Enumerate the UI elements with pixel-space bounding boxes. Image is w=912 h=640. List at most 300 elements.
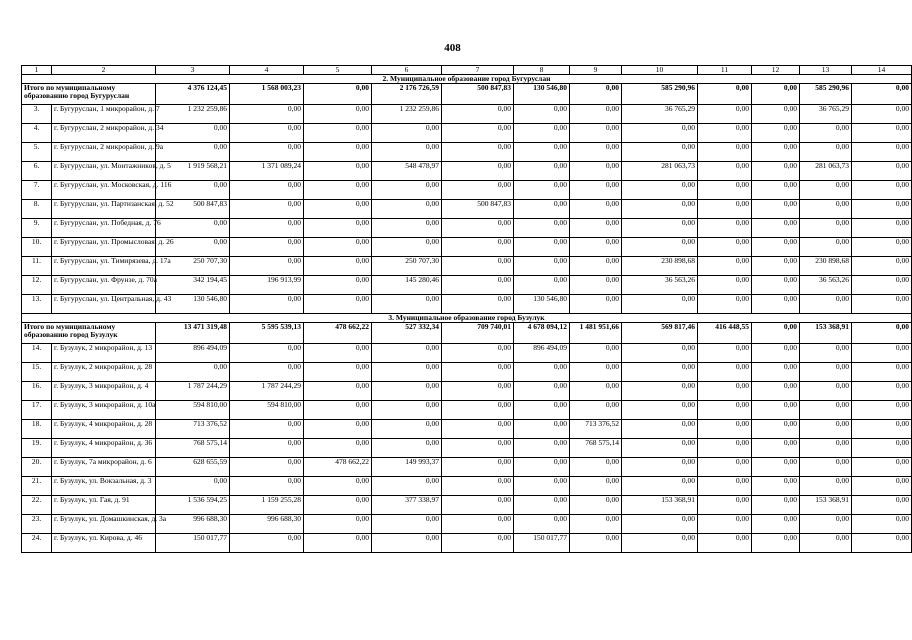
amount-cell: 36 765,29 [800,105,852,124]
amount-cell: 0,00 [570,458,622,477]
amount-cell: 0,00 [304,439,372,458]
amount-cell: 0,00 [304,162,372,181]
total-row [22,84,912,105]
address-cell: г. Бузулук, ул. Вокзальная, д. 3 [52,477,156,496]
amount-cell: 0,00 [852,401,912,420]
amount-cell: 0,00 [752,477,800,496]
row-number: 7. [22,181,52,200]
table-row [22,363,912,382]
table-body [22,75,912,553]
amount-cell: 0,00 [852,162,912,181]
amount-cell: 1 371 089,24 [230,162,304,181]
amount-cell: 0,00 [622,295,698,314]
amount-cell: 0,00 [698,420,752,439]
column-header: 14 [852,66,912,75]
amount-cell: 0,00 [514,439,570,458]
total-value: 0,00 [752,323,800,344]
amount-cell: 0,00 [442,276,514,295]
total-value: 4 376 124,45 [156,84,230,105]
amount-cell: 0,00 [852,363,912,382]
total-value: 500 847,83 [442,84,514,105]
total-value: 569 817,46 [622,323,698,344]
amount-cell: 0,00 [304,257,372,276]
amount-cell: 0,00 [442,238,514,257]
total-value: 5 595 539,13 [230,323,304,344]
amount-cell: 0,00 [570,219,622,238]
amount-cell: 0,00 [570,162,622,181]
amount-cell: 0,00 [800,401,852,420]
amount-cell: 0,00 [372,200,442,219]
amount-cell: 0,00 [230,181,304,200]
amount-cell: 0,00 [570,238,622,257]
table-row [22,439,912,458]
amount-cell: 36 563,26 [800,276,852,295]
table-row [22,401,912,420]
amount-cell: 0,00 [514,276,570,295]
amount-cell: 0,00 [570,401,622,420]
address-cell: г. Бузулук, ул. Домашкинская, д. 3а [52,515,156,534]
total-value: 585 290,96 [800,84,852,105]
column-header: 4 [230,66,304,75]
amount-cell: 0,00 [852,124,912,143]
table-row [22,515,912,534]
amount-cell: 0,00 [800,344,852,363]
row-number: 16. [22,382,52,401]
amount-cell: 0,00 [514,181,570,200]
amount-cell: 0,00 [230,105,304,124]
amount-cell: 342 194,45 [156,276,230,295]
amount-cell: 0,00 [622,143,698,162]
amount-cell: 0,00 [304,534,372,553]
amount-cell: 0,00 [156,143,230,162]
amount-cell: 0,00 [622,200,698,219]
amount-cell: 0,00 [622,181,698,200]
row-number: 13. [22,295,52,314]
section-title: 2. Муниципальное образование город Бугуруслан [22,75,912,84]
amount-cell: 0,00 [230,200,304,219]
amount-cell: 0,00 [230,143,304,162]
amount-cell: 0,00 [800,420,852,439]
amount-cell: 0,00 [230,344,304,363]
amount-cell: 0,00 [514,515,570,534]
amount-cell: 250 707,30 [156,257,230,276]
amount-cell: 0,00 [372,219,442,238]
amount-cell: 713 376,52 [156,420,230,439]
row-number: 5. [22,143,52,162]
total-value: 1 481 951,66 [570,323,622,344]
row-number: 17. [22,401,52,420]
amount-cell: 0,00 [514,124,570,143]
amount-cell: 0,00 [442,477,514,496]
amount-cell: 1 159 255,28 [230,496,304,515]
column-header: 2 [52,66,156,75]
address-cell: г. Бузулук, 7а микрорайон, д. 6 [52,458,156,477]
amount-cell: 0,00 [304,515,372,534]
amount-cell: 0,00 [372,181,442,200]
amount-cell: 0,00 [514,200,570,219]
amount-cell: 0,00 [622,124,698,143]
address-cell: г. Бугуруслан, ул. Партизанская, д. 52 [52,200,156,219]
amount-cell: 0,00 [442,439,514,458]
total-value: 130 546,80 [514,84,570,105]
amount-cell: 0,00 [304,124,372,143]
amount-cell: 36 563,26 [622,276,698,295]
amount-cell: 0,00 [698,344,752,363]
amount-cell: 145 280,46 [372,276,442,295]
amount-cell: 0,00 [304,420,372,439]
amount-cell: 0,00 [156,219,230,238]
amount-cell: 0,00 [304,181,372,200]
amount-cell: 0,00 [570,181,622,200]
amount-cell: 0,00 [304,219,372,238]
amount-cell: 0,00 [570,105,622,124]
amount-cell: 0,00 [622,401,698,420]
amount-cell: 0,00 [852,276,912,295]
amount-cell: 0,00 [156,238,230,257]
amount-cell: 0,00 [230,124,304,143]
amount-cell: 0,00 [156,477,230,496]
amount-cell: 0,00 [570,344,622,363]
amount-cell: 0,00 [442,257,514,276]
amount-cell: 0,00 [622,534,698,553]
amount-cell: 0,00 [752,295,800,314]
amount-cell: 0,00 [752,162,800,181]
amount-cell: 153 368,91 [800,496,852,515]
amount-cell: 0,00 [442,458,514,477]
address-cell: г. Бугуруслан, ул. Фрунзе, д. 70а [52,276,156,295]
amount-cell: 0,00 [752,534,800,553]
amount-cell: 0,00 [372,295,442,314]
amount-cell: 0,00 [514,238,570,257]
amount-cell: 0,00 [230,219,304,238]
table-row [22,276,912,295]
address-cell: г. Бугуруслан, ул. Промысловая, д. 26 [52,238,156,257]
table-row [22,200,912,219]
amount-cell: 0,00 [752,515,800,534]
amount-cell: 0,00 [752,363,800,382]
row-number: 4. [22,124,52,143]
amount-cell: 0,00 [852,382,912,401]
amount-cell: 594 810,00 [230,401,304,420]
column-header: 8 [514,66,570,75]
amount-cell: 0,00 [698,363,752,382]
amount-cell: 0,00 [698,143,752,162]
amount-cell: 0,00 [570,496,622,515]
amount-cell: 0,00 [698,162,752,181]
amount-cell: 0,00 [570,534,622,553]
budget-table [21,65,912,553]
total-value: 0,00 [852,84,912,105]
amount-cell: 0,00 [698,295,752,314]
amount-cell: 0,00 [852,181,912,200]
amount-cell: 0,00 [442,363,514,382]
row-number: 11. [22,257,52,276]
amount-cell: 0,00 [304,496,372,515]
amount-cell: 0,00 [852,295,912,314]
table-row [22,219,912,238]
amount-cell: 0,00 [800,458,852,477]
amount-cell: 0,00 [570,515,622,534]
amount-cell: 1 232 259,86 [372,105,442,124]
column-header: 7 [442,66,514,75]
amount-cell: 0,00 [230,295,304,314]
amount-cell: 150 017,77 [156,534,230,553]
amount-cell: 500 847,83 [442,200,514,219]
amount-cell: 500 847,83 [156,200,230,219]
amount-cell: 0,00 [800,124,852,143]
amount-cell: 0,00 [852,496,912,515]
amount-cell: 0,00 [698,477,752,496]
amount-cell: 0,00 [156,181,230,200]
column-header: 10 [622,66,698,75]
row-number: 19. [22,439,52,458]
amount-cell: 0,00 [698,219,752,238]
column-header: 11 [698,66,752,75]
amount-cell: 0,00 [852,458,912,477]
amount-cell: 0,00 [698,200,752,219]
amount-cell: 0,00 [852,238,912,257]
total-value: 0,00 [852,323,912,344]
amount-cell: 0,00 [230,238,304,257]
amount-cell: 0,00 [698,276,752,295]
table-row [22,458,912,477]
amount-cell: 0,00 [514,143,570,162]
amount-cell: 0,00 [698,401,752,420]
amount-cell: 0,00 [752,496,800,515]
address-cell: г. Бугуруслан, ул. Монтажников, д. 5 [52,162,156,181]
amount-cell: 594 810,00 [156,401,230,420]
amount-cell: 0,00 [442,534,514,553]
amount-cell: 196 913,99 [230,276,304,295]
amount-cell: 0,00 [698,181,752,200]
address-cell: г. Бугуруслан, 2 микрорайон, д. 9а [52,143,156,162]
amount-cell: 0,00 [698,515,752,534]
amount-cell: 230 898,68 [622,257,698,276]
column-header: 13 [800,66,852,75]
amount-cell: 0,00 [442,382,514,401]
amount-cell: 0,00 [570,143,622,162]
amount-cell: 0,00 [372,534,442,553]
amount-cell: 149 993,37 [372,458,442,477]
amount-cell: 0,00 [752,257,800,276]
column-header: 12 [752,66,800,75]
table-row [22,162,912,181]
amount-cell: 0,00 [852,344,912,363]
total-value: 0,00 [304,84,372,105]
amount-cell: 0,00 [514,219,570,238]
amount-cell: 0,00 [304,200,372,219]
amount-cell: 0,00 [372,124,442,143]
total-value: 1 568 003,23 [230,84,304,105]
amount-cell: 1 232 259,86 [156,105,230,124]
amount-cell: 0,00 [752,401,800,420]
amount-cell: 0,00 [752,458,800,477]
amount-cell: 0,00 [622,344,698,363]
amount-cell: 0,00 [442,105,514,124]
amount-cell: 0,00 [570,257,622,276]
amount-cell: 130 546,80 [514,295,570,314]
amount-cell: 0,00 [570,200,622,219]
amount-cell: 996 688,30 [230,515,304,534]
amount-cell: 0,00 [514,105,570,124]
amount-cell: 0,00 [800,534,852,553]
amount-cell: 768 575,14 [570,439,622,458]
amount-cell: 0,00 [304,143,372,162]
row-number: 10. [22,238,52,257]
row-number: 21. [22,477,52,496]
table-row [22,181,912,200]
amount-cell: 0,00 [852,219,912,238]
amount-cell: 0,00 [800,219,852,238]
amount-cell: 0,00 [800,181,852,200]
amount-cell: 0,00 [230,458,304,477]
section-header-row [22,75,912,84]
total-value: 0,00 [570,84,622,105]
amount-cell: 0,00 [372,143,442,162]
column-header: 5 [304,66,372,75]
total-value: 478 662,22 [304,323,372,344]
table-row [22,105,912,124]
amount-cell: 0,00 [230,420,304,439]
amount-cell: 0,00 [698,534,752,553]
amount-cell: 0,00 [752,382,800,401]
amount-cell: 0,00 [442,420,514,439]
amount-cell: 0,00 [514,458,570,477]
amount-cell: 0,00 [622,515,698,534]
address-cell: г. Бузулук, 2 микрорайон, д. 28 [52,363,156,382]
amount-cell: 0,00 [698,439,752,458]
amount-cell: 0,00 [622,382,698,401]
amount-cell: 0,00 [230,363,304,382]
total-value: 2 176 726,59 [372,84,442,105]
amount-cell: 0,00 [230,439,304,458]
row-number: 20. [22,458,52,477]
amount-cell: 0,00 [372,344,442,363]
amount-cell: 0,00 [372,420,442,439]
amount-cell: 0,00 [698,124,752,143]
amount-cell: 0,00 [304,382,372,401]
row-number: 15. [22,363,52,382]
amount-cell: 0,00 [800,477,852,496]
total-label: Итого по муниципальному образованию город Бузулук [22,323,156,344]
total-value: 416 448,55 [698,323,752,344]
table-row [22,382,912,401]
amount-cell: 1 536 594,25 [156,496,230,515]
amount-cell: 0,00 [800,200,852,219]
row-number: 22. [22,496,52,515]
amount-cell: 0,00 [372,238,442,257]
row-number: 12. [22,276,52,295]
address-cell: г. Бузулук, 4 микрорайон, д. 28 [52,420,156,439]
amount-cell: 0,00 [800,382,852,401]
amount-cell: 281 063,73 [622,162,698,181]
amount-cell: 0,00 [442,143,514,162]
amount-cell: 0,00 [372,382,442,401]
amount-cell: 0,00 [372,477,442,496]
amount-cell: 548 478,97 [372,162,442,181]
amount-cell: 0,00 [698,458,752,477]
table-row [22,124,912,143]
amount-cell: 0,00 [570,363,622,382]
total-value: 0,00 [698,84,752,105]
total-value: 527 332,34 [372,323,442,344]
column-header: 9 [570,66,622,75]
column-header: 3 [156,66,230,75]
amount-cell: 0,00 [752,219,800,238]
amount-cell: 0,00 [514,477,570,496]
amount-cell: 0,00 [372,515,442,534]
amount-cell: 628 655,59 [156,458,230,477]
amount-cell: 0,00 [752,200,800,219]
amount-cell: 0,00 [698,105,752,124]
amount-cell: 0,00 [622,458,698,477]
amount-cell: 0,00 [304,363,372,382]
amount-cell: 0,00 [372,363,442,382]
amount-cell: 0,00 [442,295,514,314]
address-cell: г. Бугуруслан, ул. Тимирязева, д. 17а [52,257,156,276]
table-row [22,344,912,363]
row-number: 23. [22,515,52,534]
amount-cell: 0,00 [752,344,800,363]
address-cell: г. Бугуруслан, 1 микрорайон, д. 7 [52,105,156,124]
amount-cell: 768 575,14 [156,439,230,458]
amount-cell: 478 662,22 [304,458,372,477]
amount-cell: 0,00 [698,496,752,515]
amount-cell: 0,00 [752,105,800,124]
amount-cell: 0,00 [514,257,570,276]
row-number: 8. [22,200,52,219]
amount-cell: 0,00 [156,363,230,382]
amount-cell: 0,00 [156,124,230,143]
amount-cell: 0,00 [442,401,514,420]
row-number: 3. [22,105,52,124]
amount-cell: 0,00 [852,439,912,458]
table-row [22,534,912,553]
total-value: 585 290,96 [622,84,698,105]
amount-cell: 0,00 [752,439,800,458]
total-value: 13 471 319,48 [156,323,230,344]
amount-cell: 0,00 [752,181,800,200]
amount-cell: 0,00 [622,219,698,238]
total-label: Итого по муниципальному образованию город Бугуруслан [22,84,156,105]
amount-cell: 996 688,30 [156,515,230,534]
amount-cell: 0,00 [570,124,622,143]
amount-cell: 0,00 [570,295,622,314]
amount-cell: 0,00 [622,363,698,382]
table-row [22,420,912,439]
address-cell: г. Бузулук, 3 микрорайон, д. 10а [52,401,156,420]
address-cell: г. Бузулук, 3 микрорайон, д. 4 [52,382,156,401]
amount-cell: 0,00 [698,238,752,257]
amount-cell: 1 787 244,29 [156,382,230,401]
total-value: 153 368,91 [800,323,852,344]
amount-cell: 250 707,30 [372,257,442,276]
amount-cell: 0,00 [698,382,752,401]
amount-cell: 0,00 [570,382,622,401]
amount-cell: 0,00 [800,515,852,534]
row-number: 18. [22,420,52,439]
amount-cell: 0,00 [852,200,912,219]
amount-cell: 153 368,91 [622,496,698,515]
amount-cell: 0,00 [442,515,514,534]
amount-cell: 0,00 [514,401,570,420]
address-cell: г. Бузулук, 2 микрорайон, д. 13 [52,344,156,363]
amount-cell: 0,00 [800,238,852,257]
section-header-row [22,314,912,323]
address-cell: г. Бугуруслан, ул. Московская, д. 116 [52,181,156,200]
amount-cell: 0,00 [852,534,912,553]
amount-cell: 0,00 [304,477,372,496]
